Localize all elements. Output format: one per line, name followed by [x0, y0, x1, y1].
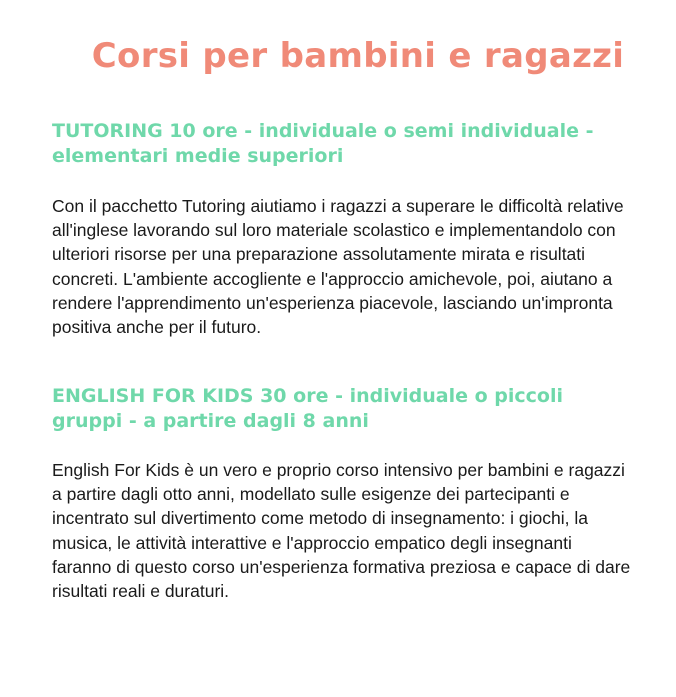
section-heading-english-for-kids: ENGLISH FOR KIDS 30 ore - individuale o piccoli gruppi - a partire dagli 8 anni	[52, 385, 563, 432]
page-title: Corsi per bambini e ragazzi	[91, 36, 625, 76]
section-heading-tutoring: TUTORING 10 ore - individuale o semi individuale - elementari medie superiori	[52, 120, 594, 167]
section-body-english-for-kids: English For Kids è un vero e proprio corso intensivo per bambini e ragazzi a partire dagli otto anni, modellato sulle esigenze dei partecipanti e incentrato sul divertimento come metodo di insegnamento: i giochi, la musica, le attività interattive e l'approccio empatico degli insegnanti faranno di questo corso un'esperienza formativa preziosa e capace di dare risultati reali e duraturi.	[52, 460, 631, 602]
section-body-tutoring: Con il pacchetto Tutoring aiutiamo i ragazzi a superare le difficoltà relative all'inglese lavorando sul loro materiale scolastico e implementandolo con ulteriori risorse per una preparazione assolutamente mirata e risultati concreti. L'ambiente accogliente e l'approccio amichevole, poi, aiutano a rendere l'apprendimento un'esperienza piacevole, lasciando un'impronta positiva anche per il futuro.	[52, 196, 624, 338]
